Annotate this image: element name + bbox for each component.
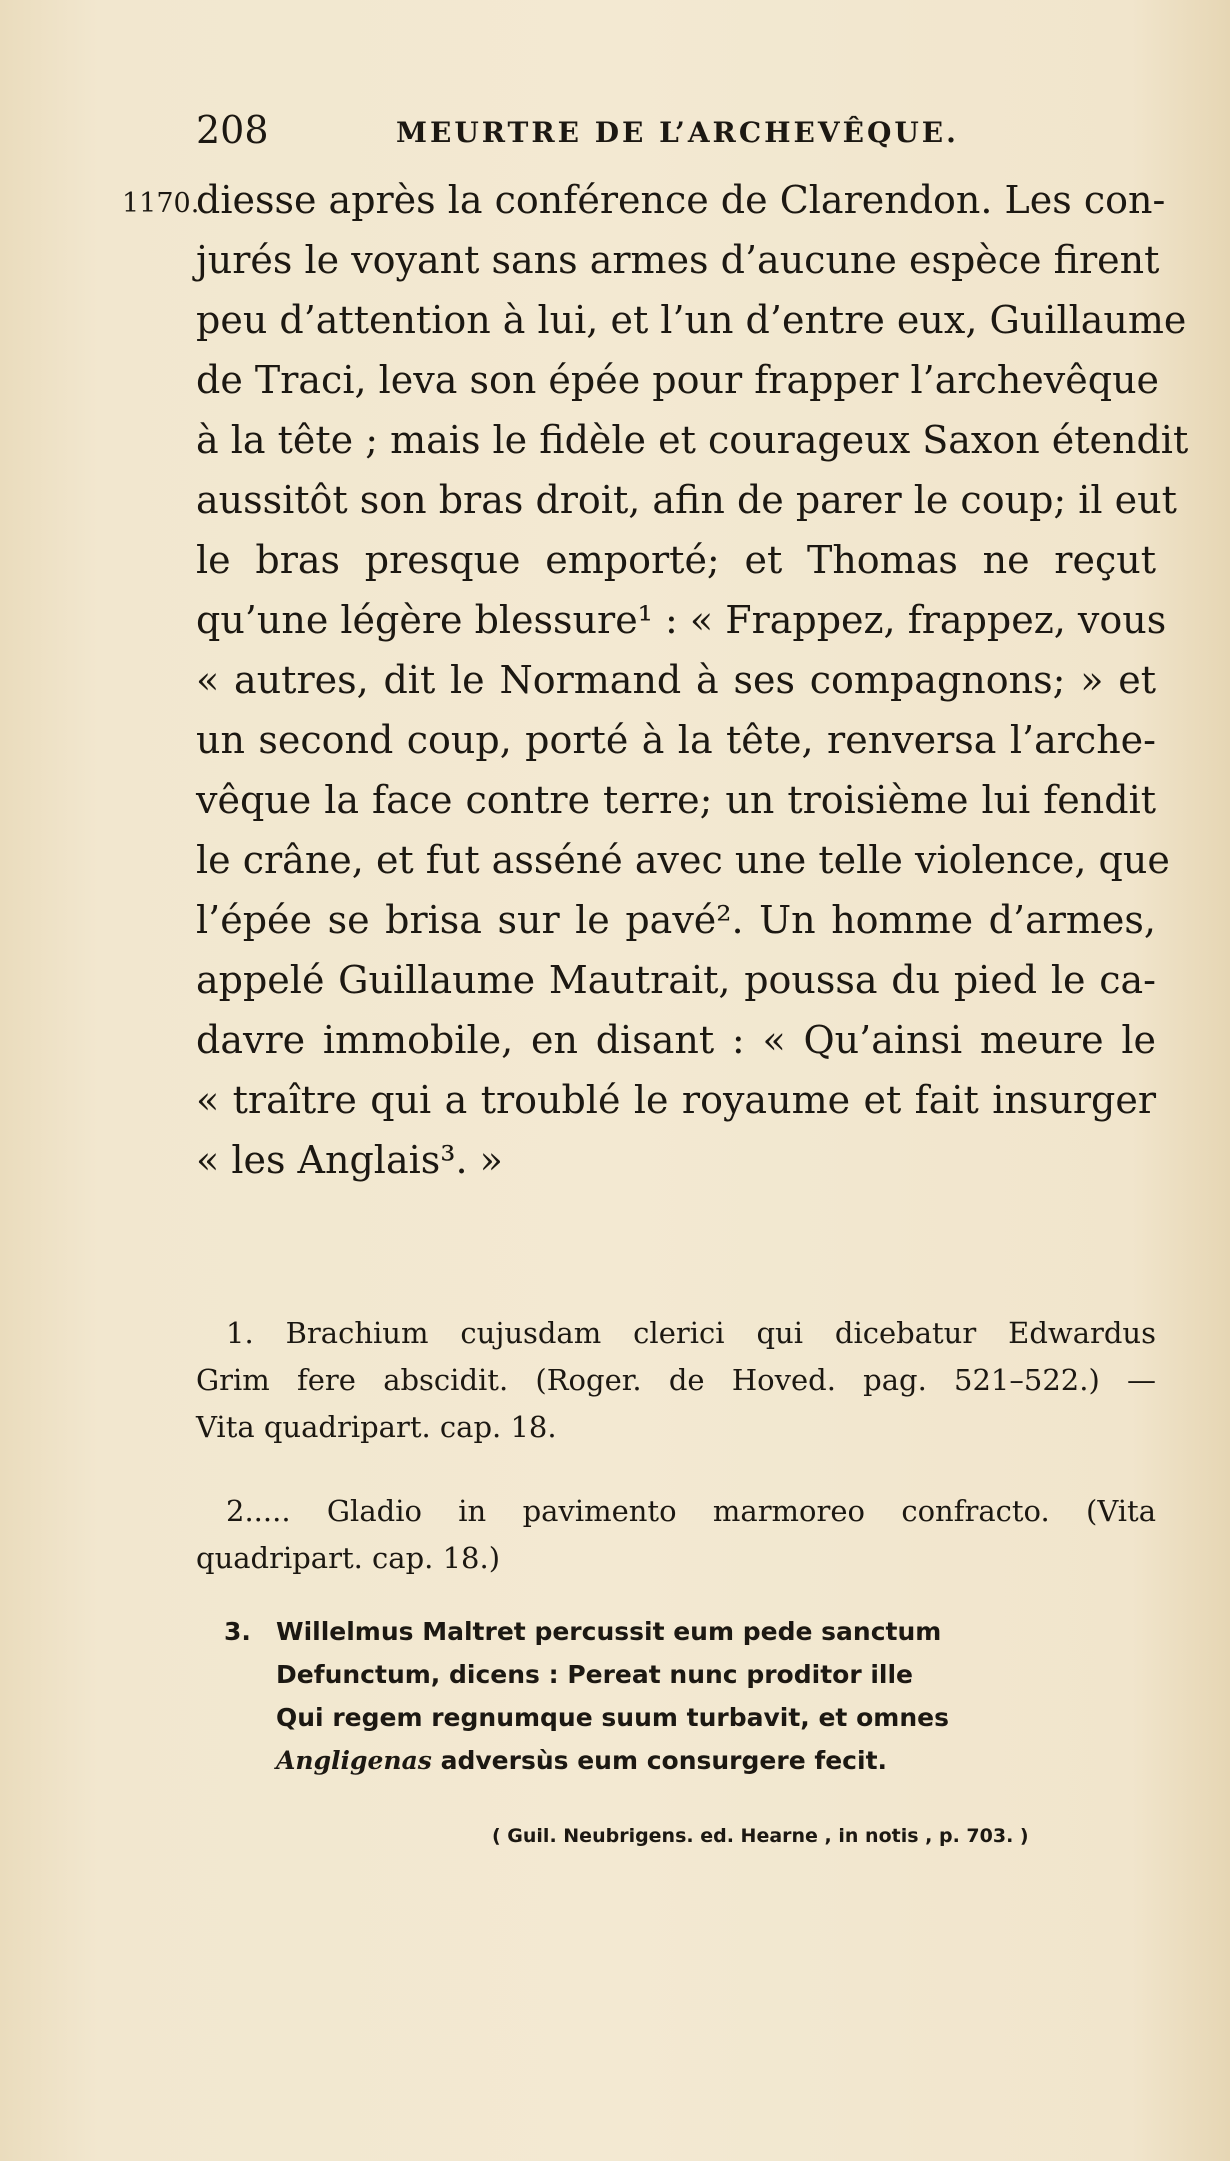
- text-line: le bras presque emporté; et Thomas ne reçut: [196, 538, 1156, 582]
- footnote-1: [196, 1310, 1156, 1451]
- text-line: un second coup, porté à la tête, renversa l’arche-: [196, 718, 1156, 762]
- text-line: peu d’attention à lui, et l’un d’entre eux, Guillaume: [196, 298, 1187, 342]
- text-line: aussitôt son bras droit, afin de parer le coup; il eut: [196, 478, 1177, 522]
- footnote-line: 1. Brachium cujusdam clerici qui dicebatur Edwardus: [226, 1316, 1156, 1350]
- page-number: 208: [196, 108, 269, 152]
- verse-line: [224, 1739, 924, 1782]
- footnote-line: quadripart. cap. 18.): [196, 1541, 501, 1575]
- footnote-3-verse: [224, 1610, 949, 1782]
- text-line: appelé Guillaume Mautrait, poussa du pied le ca-: [196, 958, 1156, 1002]
- text-line: davre immobile, en disant : « Qu’ainsi meure le: [196, 1018, 1156, 1062]
- footnote-2: [196, 1488, 1156, 1582]
- margin-year: 1170.: [122, 188, 200, 219]
- footnote-line: 2..... Gladio in pavimento marmoreo confracto. (Vita: [226, 1494, 1156, 1528]
- text-line: le crâne, et fut asséné avec une telle violence, que: [196, 838, 1170, 882]
- footnote-line: Grim fere abscidit. (Roger. de Hoved. pag. 521–522.) —: [196, 1363, 1156, 1397]
- italic-word: Angligenas: [276, 1746, 432, 1775]
- text-line: qu’une légère blessure¹ : « Frappez, frappez, vous: [196, 598, 1167, 642]
- text-line: « autres, dit le Normand à ses compagnons; » et: [196, 658, 1156, 702]
- verse-text: Willelmus Maltret percussit eum pede sanctum: [276, 1617, 942, 1646]
- verse-line: [224, 1610, 942, 1653]
- text-line: de Traci, leva son épée pour frapper l’archevêque: [196, 358, 1160, 402]
- text-line: l’épée se brisa sur le pavé². Un homme d’armes,: [196, 898, 1156, 942]
- page-header: [196, 108, 1026, 158]
- footnote-3-citation: ( Guil. Neubrigens. ed. Hearne , in notis , p. 703. ): [492, 1825, 1029, 1847]
- verse-line: Qui regem regnumque suum turbavit, et omnes: [276, 1703, 949, 1732]
- text-line: « les Anglais³. »: [196, 1138, 503, 1182]
- main-text: [196, 170, 1189, 1190]
- text-line: jurés le voyant sans armes d’aucune espèce firent: [196, 238, 1160, 282]
- footnote-number: 3.: [224, 1617, 251, 1646]
- verse-line: Defunctum, dicens : Pereat nunc proditor ille: [276, 1660, 914, 1689]
- footnote-line: Vita quadripart. cap. 18.: [196, 1410, 557, 1444]
- text-line: à la tête ; mais le fidèle et courageux Saxon étendit: [196, 418, 1189, 462]
- text-line: vêque la face contre terre; un troisième lui fendit: [196, 778, 1156, 822]
- text-line: « traître qui a troublé le royaume et fait insurger: [196, 1078, 1156, 1122]
- text-line: diesse après la conférence de Clarendon. Les con-: [196, 178, 1166, 222]
- running-title: MEURTRE DE L’ARCHEVÊQUE.: [396, 116, 959, 149]
- verse-text: adversùs eum consurgere fecit.: [431, 1746, 888, 1775]
